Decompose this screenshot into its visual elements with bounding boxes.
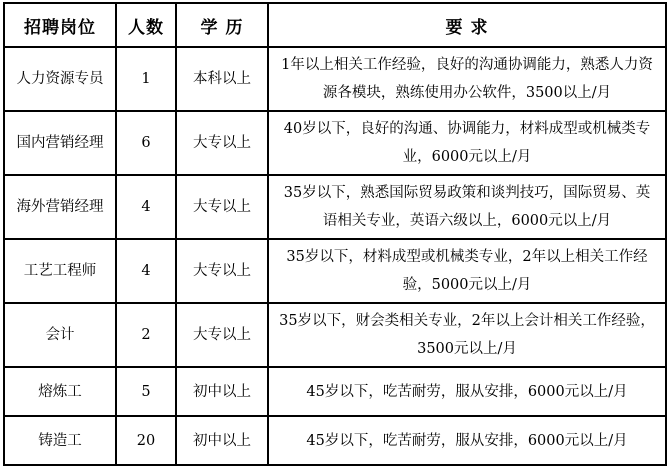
header-count: 人数: [116, 3, 176, 47]
table-header-row: [4, 3, 666, 47]
requirement-text: 1年以上相关工作经验，良好的沟通协调能力，熟悉人力资源各模块，熟练使用办公软件，3500以上/月: [281, 57, 653, 101]
table-row: [4, 111, 666, 175]
header-requirement: 要 求: [268, 3, 666, 47]
cell-requirement: [268, 111, 666, 175]
cell-education: 大专以上: [176, 303, 268, 367]
requirement-text: 35岁以下，熟悉国际贸易政策和谈判技巧，国际贸易、英语相关专业，英语六级以上，6000元以上/月: [283, 185, 651, 229]
cell-position: 国内营销经理: [4, 111, 116, 175]
cell-requirement: [268, 303, 666, 367]
cell-position: 工艺工程师: [4, 239, 116, 303]
cell-requirement: [268, 367, 666, 416]
cell-position: 会计: [4, 303, 116, 367]
cell-education: 初中以上: [176, 416, 268, 465]
table-row: [4, 303, 666, 367]
header-position: 招聘岗位: [4, 3, 116, 47]
table-row: [4, 47, 666, 111]
recruitment-table: [3, 2, 667, 466]
cell-count: 4: [116, 175, 176, 239]
requirement-text: 40岁以下，良好的沟通、协调能力，材料成型或机械类专业，6000元以上/月: [283, 121, 651, 165]
cell-education: 大专以上: [176, 111, 268, 175]
cell-education: 大专以上: [176, 175, 268, 239]
header-education: 学 历: [176, 3, 268, 47]
cell-position: 熔炼工: [4, 367, 116, 416]
cell-position: 铸造工: [4, 416, 116, 465]
requirement-text: 45岁以下，吃苦耐劳，服从安排，6000元以上/月: [306, 432, 628, 449]
cell-count: 1: [116, 47, 176, 111]
cell-count: 2: [116, 303, 176, 367]
cell-count: 6: [116, 111, 176, 175]
cell-requirement: [268, 47, 666, 111]
cell-count: 5: [116, 367, 176, 416]
cell-requirement: [268, 239, 666, 303]
cell-position: 海外营销经理: [4, 175, 116, 239]
requirement-text: 35岁以下，财会类相关专业，2年以上会计相关工作经验，3500元以上/月: [279, 313, 655, 357]
cell-requirement: [268, 175, 666, 239]
requirement-text: 35岁以下，材料成型或机械类专业，2年以上相关工作经验，5000元以上/月: [286, 249, 648, 293]
cell-position: 人力资源专员: [4, 47, 116, 111]
cell-requirement: [268, 416, 666, 465]
cell-count: 20: [116, 416, 176, 465]
table-row: [4, 416, 666, 465]
cell-count: 4: [116, 239, 176, 303]
cell-education: 初中以上: [176, 367, 268, 416]
table-row: [4, 367, 666, 416]
cell-education: 本科以上: [176, 47, 268, 111]
table-row: [4, 239, 666, 303]
table-row: [4, 175, 666, 239]
requirement-text: 45岁以下，吃苦耐劳，服从安排，6000元以上/月: [306, 383, 628, 400]
cell-education: 大专以上: [176, 239, 268, 303]
